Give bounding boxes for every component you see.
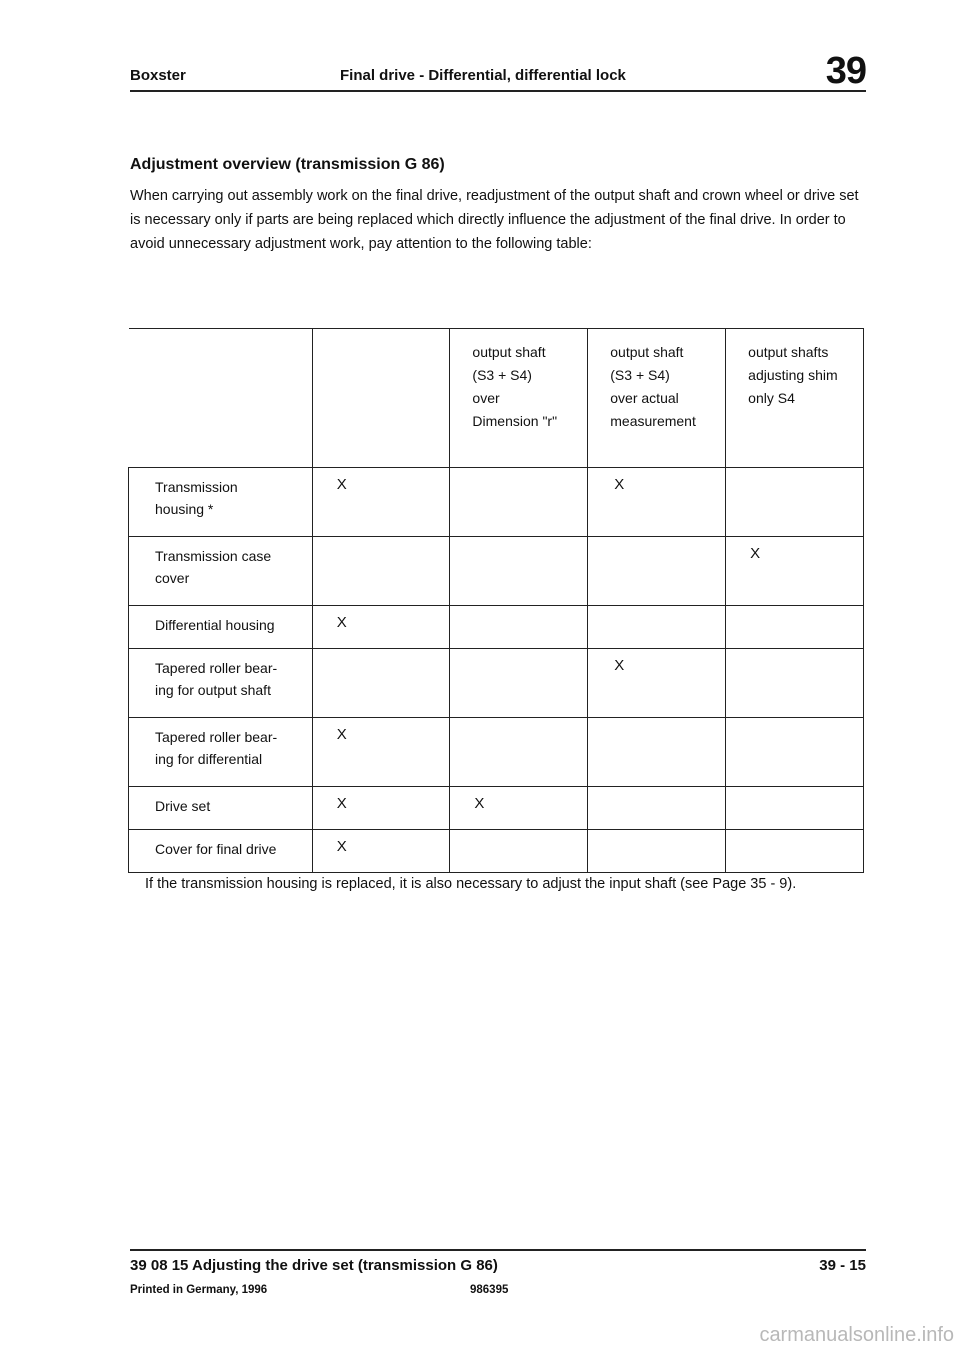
table-row — [129, 718, 864, 787]
table-row — [129, 649, 864, 718]
row-label: Transmission case cover — [129, 537, 313, 606]
mark-cell — [312, 649, 450, 718]
mark-cell — [726, 606, 864, 649]
mark-cell — [726, 649, 864, 718]
row-label: Tapered roller bear- ing for differential — [129, 718, 313, 787]
mark-cell: X — [450, 787, 588, 830]
mark-cell — [450, 718, 588, 787]
row-label: Cover for final drive — [129, 830, 313, 873]
row-label: Tapered roller bear- ing for output shaft — [129, 649, 313, 718]
page-header — [130, 48, 866, 92]
mark-cell: X — [588, 468, 726, 537]
table-row — [129, 537, 864, 606]
mark-cell: X — [312, 468, 450, 537]
header-chapter-number: 39 — [825, 50, 866, 92]
row-label: Drive set — [129, 787, 313, 830]
mark-cell — [450, 649, 588, 718]
table-body — [129, 468, 864, 873]
row-label: Transmission housing * — [129, 468, 313, 537]
header-cell-shim-s4: output shafts adjusting shim only S4 — [726, 329, 864, 468]
header-cell-blank-2 — [312, 329, 450, 468]
mark-cell: X — [726, 537, 864, 606]
mark-cell — [588, 606, 726, 649]
footer-printed: Printed in Germany, 1996 — [130, 1284, 268, 1296]
header-cell-blank-1 — [129, 329, 313, 468]
row-label: Differential housing — [129, 606, 313, 649]
table-row — [129, 787, 864, 830]
mark-cell — [450, 468, 588, 537]
mark-cell — [588, 787, 726, 830]
header-cell-actual-measurement: output shaft (S3 + S4) over actual measurement — [588, 329, 726, 468]
mark-cell: X — [312, 606, 450, 649]
mark-cell — [588, 718, 726, 787]
mark-cell — [726, 468, 864, 537]
mark-cell — [726, 787, 864, 830]
footnote: If the transmission housing is replaced, it is also necessary to adjust the input shaft (see Page 35 - 9). — [145, 876, 797, 892]
table-row — [129, 606, 864, 649]
mark-cell — [588, 830, 726, 873]
mark-cell — [450, 537, 588, 606]
section-title: Adjustment overview (transmission G 86) — [130, 156, 445, 173]
footer-document-code: 986395 — [470, 1284, 509, 1296]
header-title: Final drive - Differential, differential lock — [340, 67, 626, 84]
mark-cell — [588, 537, 726, 606]
mark-cell — [726, 718, 864, 787]
mark-cell: X — [312, 718, 450, 787]
footer-page-number: 39 - 15 — [819, 1257, 866, 1274]
header-rule — [130, 90, 866, 92]
adjustment-table — [128, 328, 864, 873]
footer-title: 39 08 15 Adjusting the drive set (transmission G 86) — [130, 1257, 498, 1274]
mark-cell: X — [312, 787, 450, 830]
footer-rule — [130, 1249, 866, 1251]
mark-cell — [726, 830, 864, 873]
table-header-row — [129, 329, 864, 468]
mark-cell: X — [588, 649, 726, 718]
mark-cell — [450, 606, 588, 649]
watermark: carmanualsonline.info — [759, 1324, 954, 1346]
mark-cell — [450, 830, 588, 873]
header-cell-dimension-r: output shaft (S3 + S4) over Dimension "r" — [450, 329, 588, 468]
intro-paragraph: When carrying out assembly work on the final drive, readjustment of the output shaft and crown wheel or drive set is necessary only if parts are being replaced which directly influence the adjustment of the final drive. In order to avoid unnecessary adjustment work, pay attention to the following table: — [130, 188, 859, 252]
table-row — [129, 468, 864, 537]
table-row — [129, 830, 864, 873]
mark-cell: X — [312, 830, 450, 873]
header-brand: Boxster — [130, 67, 186, 84]
mark-cell — [312, 537, 450, 606]
